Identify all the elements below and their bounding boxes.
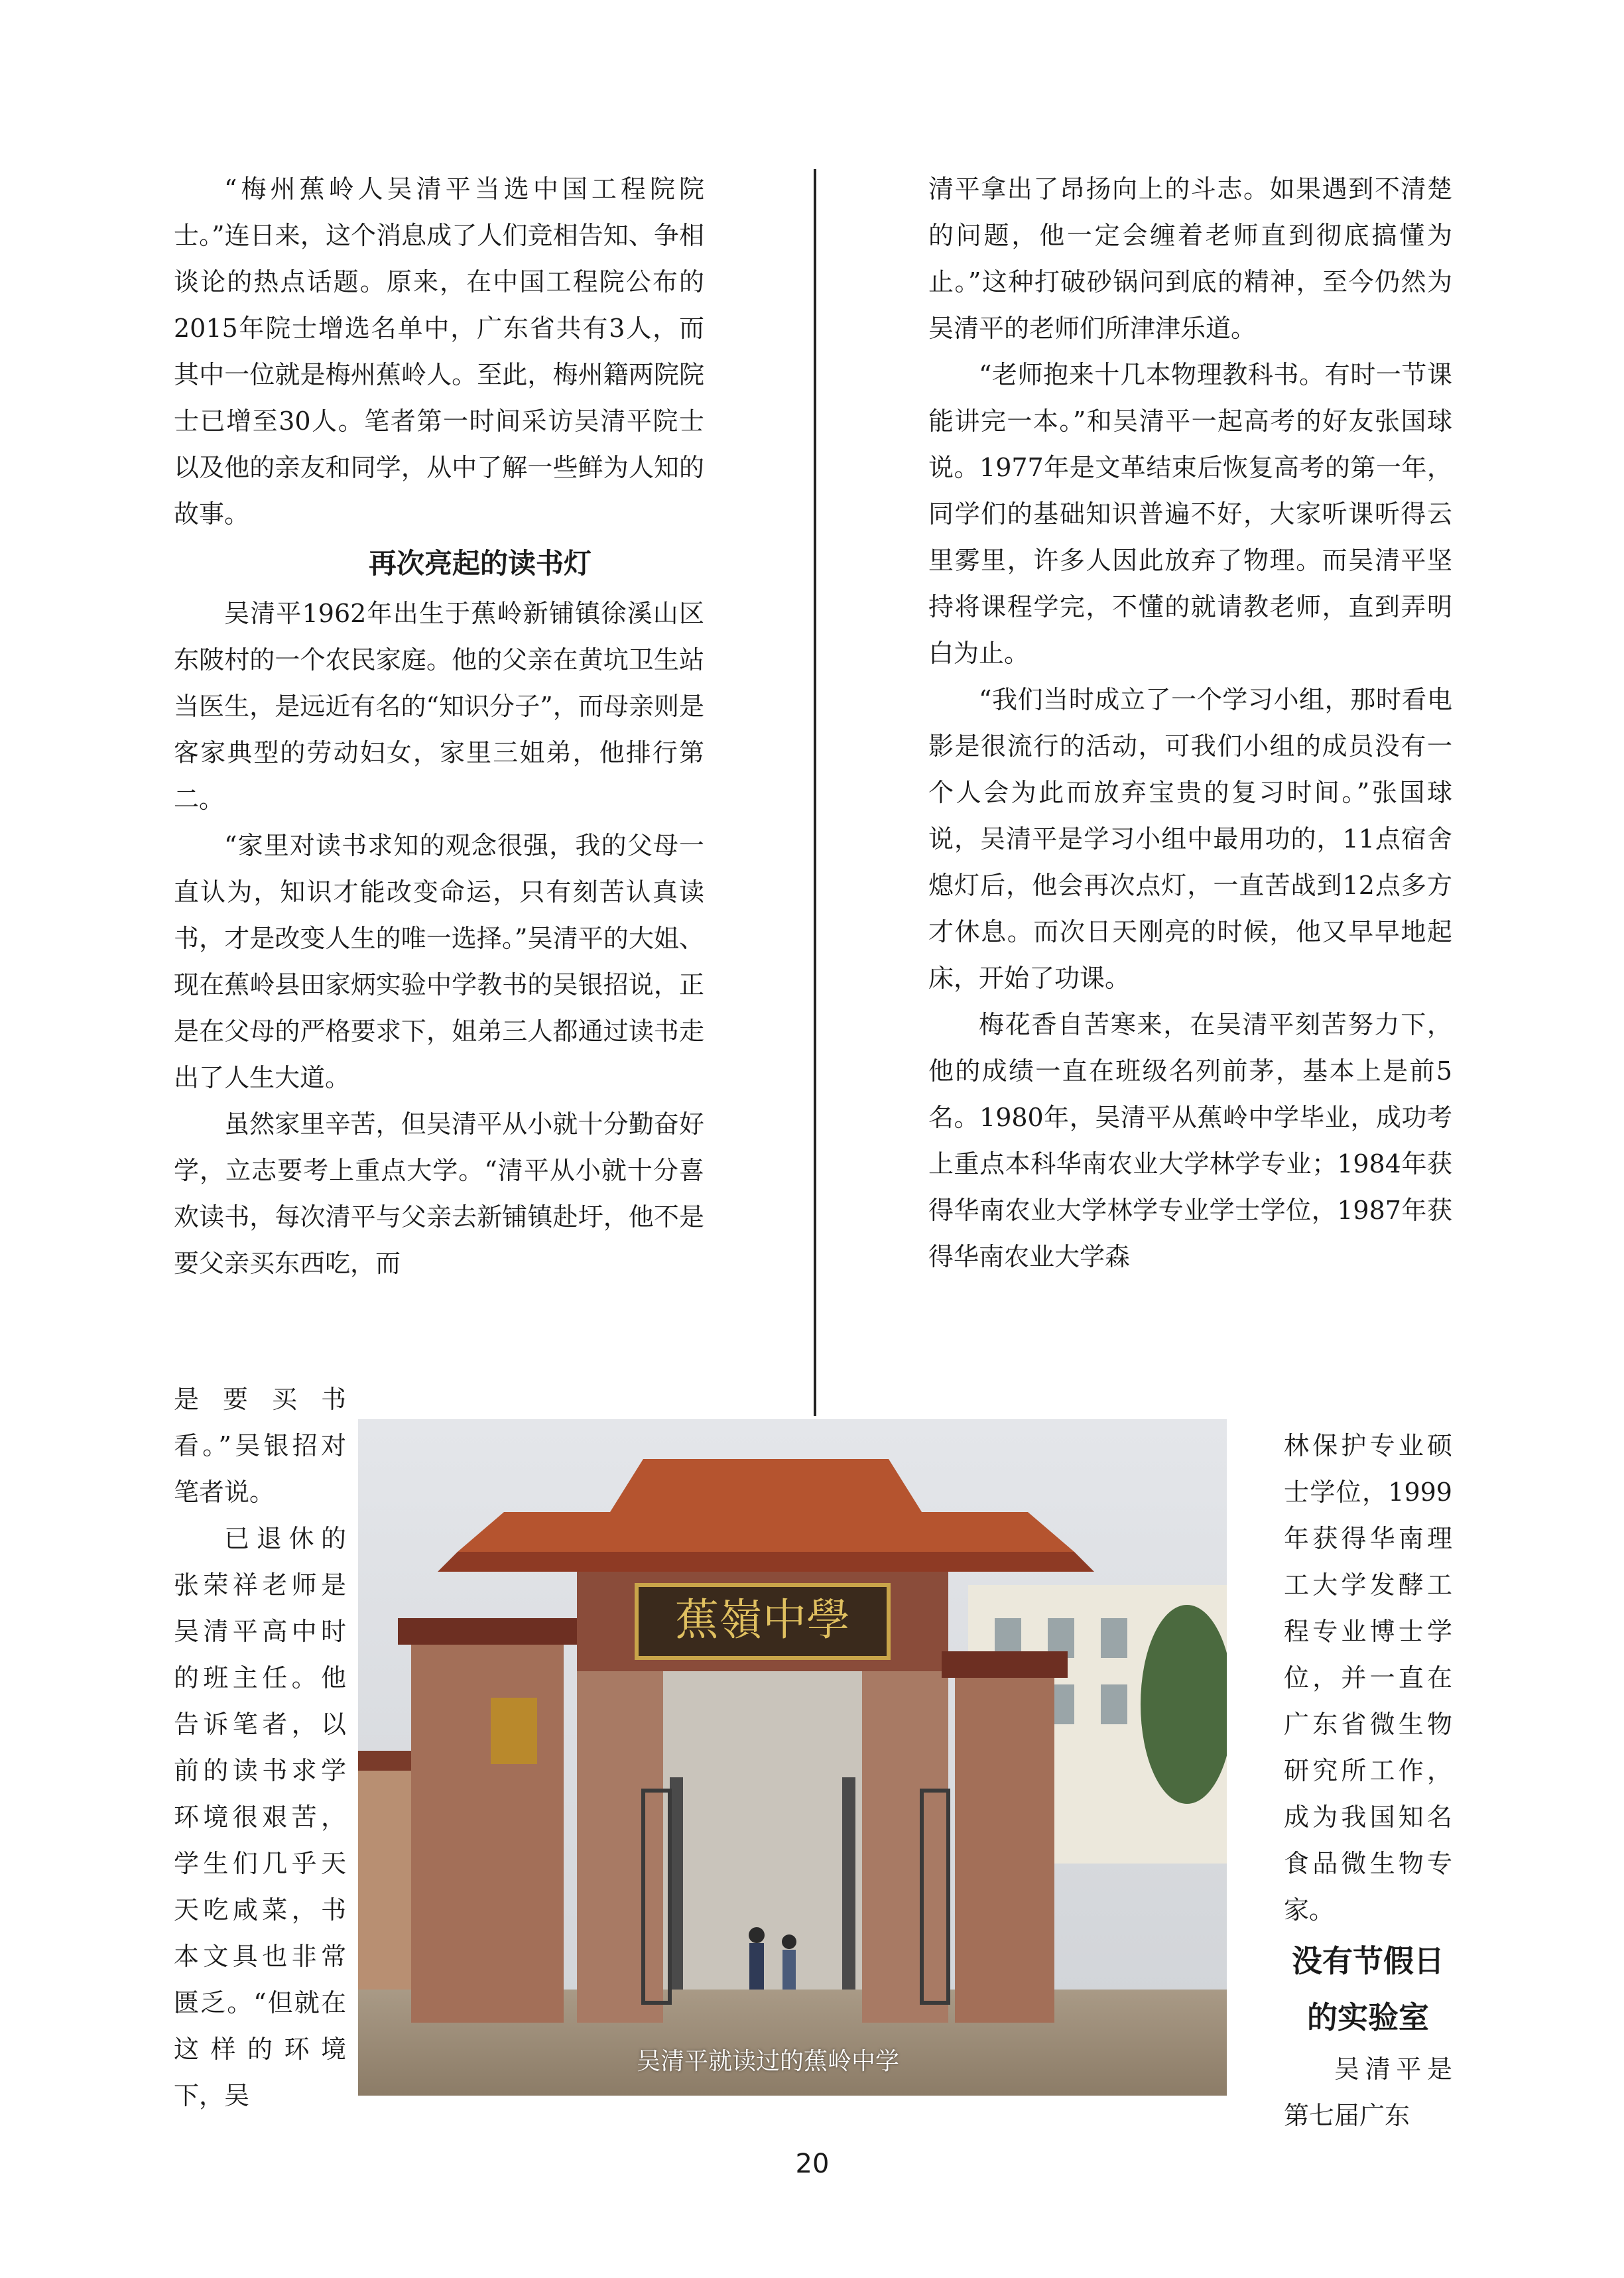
left-column bbox=[174, 166, 704, 1287]
paragraph-continuation: 林保护专业硕士学位，1999年获得华南理工大学发酵工程专业博士学位，并一直在广东省微生物研究所工作，成为我国知名食品微生物专家。 bbox=[1284, 1431, 1452, 1925]
right-column bbox=[928, 166, 1452, 1280]
school-sign-text: 蕉嶺中學 bbox=[675, 1594, 850, 1645]
paragraph: “老师抱来十几本物理教科书。有时一节课能讲完一本。”和吴清平一起高考的好友张国球说。1977年是文革结束后恢复高考的第一年，同学们的基础知识普遍不好，大家听课听得云里雾里，许多人因此放弃了物理。而吴清平坚持将课程学完，不懂的就请教老师，直到弄明白为止。 bbox=[928, 360, 1452, 668]
paragraph-continuation: 清平拿出了昂扬向上的斗志。如果遇到不清楚的问题，他一定会缠着老师直到彻底搞懂为止。”这种打破砂锅问到底的精神，至今仍然为吴清平的老师们所津津乐道。 bbox=[928, 174, 1452, 343]
section-heading-line2: 的实验室 bbox=[1307, 1999, 1429, 2035]
paragraph: 已退休的张荣祥老师是吴清平高中时的班主任。他告诉笔者，以前的读书求学环境很艰苦，学生们几乎天天吃咸菜，书本文具也非常匮乏。“但就在这样的环境下，吴 bbox=[174, 1524, 346, 2110]
paragraph: “我们当时成立了一个学习小组，那时看电影是很流行的活动，可我们小组的成员没有一个人会为此而放弃宝贵的复习时间。”张国球说，吴清平是学习小组中最用功的，11点宿舍熄灯后，他会再次点灯，一直苦战到12点多方才休息。而次日天刚亮的时候，他又早早地起床，开始了功课。 bbox=[928, 685, 1452, 993]
section-heading: 再次亮起的读书灯 bbox=[368, 547, 592, 580]
photo-illustration bbox=[358, 1419, 1227, 2096]
column-divider bbox=[814, 169, 816, 1416]
paragraph: 梅花香自苦寒来，在吴清平刻苦努力下，他的成绩一直在班级名列前茅，基本上是前5名。1980年，吴清平从蕉岭中学毕业，成功考上重点本科华南农业大学林学专业；1984年获得华南农业大学林学专业学士学位，1987年获得华南农业大学森 bbox=[928, 1010, 1452, 1271]
page-number: 20 bbox=[795, 2149, 830, 2179]
section-heading-line1: 没有节假日 bbox=[1292, 1943, 1444, 1979]
paragraph: 吴清平是第七届广东 bbox=[1284, 2055, 1452, 2130]
paragraph: “家里对读书求知的观念很强，我的父母一直认为，知识才能改变命运，只有刻苦认真读书，才是改变人生的唯一选择。”吴清平的大姐、现在蕉岭县田家炳实验中学教书的吴银招说，正是在父母的严格要求下，姐弟三人都通过读书走出了人生大道。 bbox=[174, 831, 704, 1092]
paragraph: 虽然家里辛苦，但吴清平从小就十分勤奋好学，立志要考上重点大学。“清平从小就十分喜欢读书，每次清平与父亲去新铺镇赴圩，他不是要父亲买东西吃，而 bbox=[174, 1109, 704, 1278]
paragraph: 吴清平1962年出生于蕉岭新铺镇徐溪山区东陂村的一个农民家庭。他的父亲在黄坑卫生站当医生，是远近有名的“知识分子”，而母亲则是客家典型的劳动妇女，家里三姐弟，他排行第二。 bbox=[174, 599, 704, 814]
paragraph-continuation: 是要买书看。”吴银招对笔者说。 bbox=[174, 1385, 346, 1507]
school-gate-photo bbox=[358, 1419, 1227, 2096]
photo-caption: 吴清平就读过的蕉岭中学 bbox=[637, 2048, 900, 2075]
left-wrap-column bbox=[174, 1376, 346, 2119]
right-wrap-column bbox=[1284, 1423, 1452, 2139]
paragraph: “梅州蕉岭人吴清平当选中国工程院院士。”连日来，这个消息成了人们竞相告知、争相谈论的热点话题。原来，在中国工程院公布的2015年院士增选名单中，广东省共有3人，而其中一位就是梅州蕉岭人。至此，梅州籍两院院士已增至30人。笔者第一时间采访吴清平院士以及他的亲友和同学，从中了解一些鲜为人知的故事。 bbox=[174, 174, 704, 529]
